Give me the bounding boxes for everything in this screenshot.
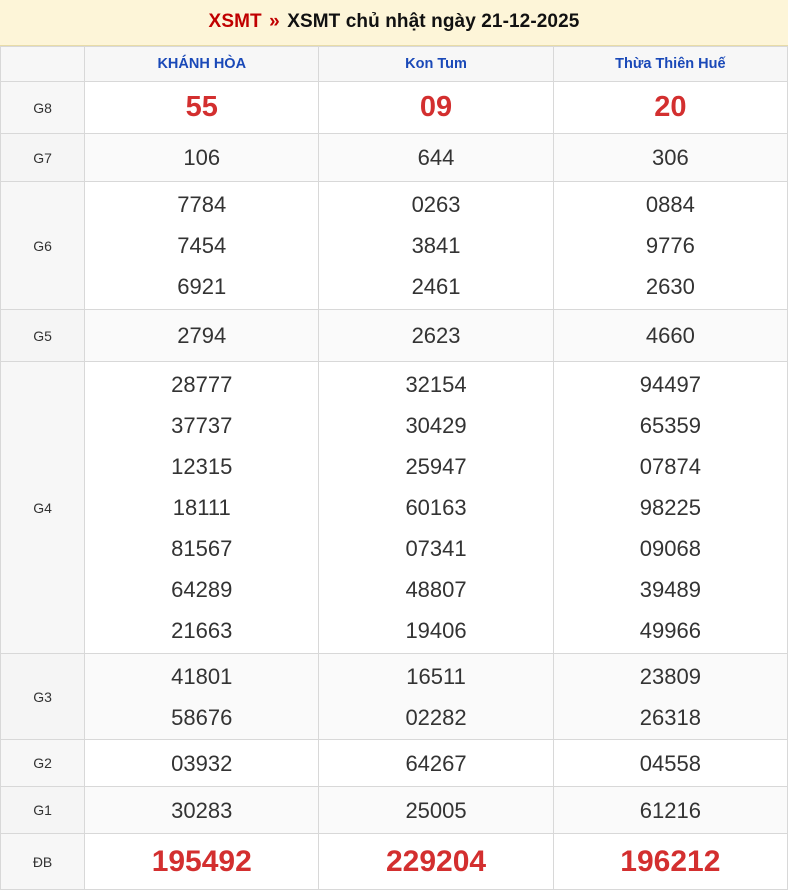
prize-number: 20 xyxy=(654,91,687,123)
table-row xyxy=(1,134,788,182)
prize-number: 98225 xyxy=(639,495,701,520)
prize-number: 09068 xyxy=(639,536,701,561)
prize-number: 30283 xyxy=(171,797,233,823)
prize-cell xyxy=(553,740,787,787)
prize-number: 64289 xyxy=(171,577,233,602)
prize-cell xyxy=(319,182,553,310)
prize-number: 48807 xyxy=(405,577,467,602)
prize-number: 61216 xyxy=(639,797,701,823)
prize-number: 195492 xyxy=(151,845,252,878)
prize-number: 229204 xyxy=(385,845,487,878)
prize-number: 26318 xyxy=(639,704,701,730)
prize-number: 7454 xyxy=(177,233,227,258)
table-row xyxy=(1,362,788,654)
table-row xyxy=(1,82,788,134)
table-row xyxy=(1,740,788,787)
prize-cell xyxy=(553,362,787,654)
column-header-province-3[interactable]: Thừa Thiên Huế xyxy=(553,47,787,82)
prize-number: 41801 xyxy=(171,663,233,689)
prize-number: 32154 xyxy=(405,372,467,397)
results-table xyxy=(0,46,788,890)
prize-number: 16511 xyxy=(406,663,466,689)
prize-number: 12315 xyxy=(171,454,233,479)
prize-label: G1 xyxy=(1,787,85,834)
prize-cell xyxy=(85,787,319,834)
prize-label: G7 xyxy=(1,134,85,182)
prize-label: G6 xyxy=(1,182,85,310)
prize-cell xyxy=(319,362,553,654)
corner-cell xyxy=(1,47,85,82)
prize-number: 55 xyxy=(185,91,218,123)
prize-cell xyxy=(319,787,553,834)
prize-number: 07341 xyxy=(405,536,467,561)
prize-cell xyxy=(85,834,319,890)
header-separator: » xyxy=(269,11,280,32)
prize-number: 21663 xyxy=(171,618,233,643)
prize-number: 07874 xyxy=(639,454,701,479)
prize-cell xyxy=(85,134,319,182)
prize-number: 02282 xyxy=(405,704,467,730)
prize-cell xyxy=(319,82,553,134)
prize-number: 94497 xyxy=(639,372,701,397)
prize-number: 03932 xyxy=(171,750,233,776)
prize-number: 58676 xyxy=(171,704,233,730)
prize-cell xyxy=(85,740,319,787)
prize-number: 2794 xyxy=(177,323,227,348)
prize-label: G3 xyxy=(1,654,85,740)
prize-number: 9776 xyxy=(645,233,695,258)
prize-cell xyxy=(85,654,319,740)
prize-number: 25947 xyxy=(405,454,467,479)
prize-number: 04558 xyxy=(639,750,701,776)
prize-cell xyxy=(553,834,787,890)
table-row xyxy=(1,787,788,834)
prize-number: 25005 xyxy=(405,797,467,823)
prize-label: G4 xyxy=(1,362,85,654)
prize-number: 37737 xyxy=(171,413,233,438)
prize-cell xyxy=(319,834,553,890)
prize-cell xyxy=(85,82,319,134)
prize-number: 644 xyxy=(417,145,455,170)
prize-cell xyxy=(553,654,787,740)
prize-cell xyxy=(319,310,553,362)
table-row xyxy=(1,654,788,740)
prize-number: 196212 xyxy=(620,845,721,878)
prize-number: 306 xyxy=(651,145,689,170)
prize-cell xyxy=(319,740,553,787)
prize-number: 0884 xyxy=(645,192,695,217)
prize-label: G5 xyxy=(1,310,85,362)
prize-cell xyxy=(85,362,319,654)
prize-number: 6921 xyxy=(177,274,227,299)
prize-number: 30429 xyxy=(405,413,467,438)
header-lead-text: XSMT xyxy=(208,11,262,32)
prize-number: 28777 xyxy=(171,372,233,397)
table-row xyxy=(1,834,788,890)
prize-label: G8 xyxy=(1,82,85,134)
header-date: ngày 21-12-2025 xyxy=(431,11,580,32)
prize-number: 23809 xyxy=(639,663,701,689)
prize-cell xyxy=(85,182,319,310)
table-row xyxy=(1,182,788,310)
table-row xyxy=(1,310,788,362)
prize-number: 3841 xyxy=(411,233,461,258)
prize-cell xyxy=(553,134,787,182)
prize-number: 18111 xyxy=(172,495,231,520)
prize-number: 81567 xyxy=(171,536,233,561)
prize-number: 106 xyxy=(183,145,221,170)
page-header xyxy=(0,0,788,46)
prize-cell xyxy=(319,134,553,182)
prize-number: 64267 xyxy=(405,750,467,776)
column-header-province-2[interactable]: Kon Tum xyxy=(319,47,553,82)
prize-number: 0263 xyxy=(411,192,461,217)
prize-cell xyxy=(85,310,319,362)
header-title: XSMT chủ nhật xyxy=(287,11,426,32)
prize-cell xyxy=(319,654,553,740)
prize-number: 60163 xyxy=(405,495,467,520)
column-header-province-1[interactable]: KHÁNH HÒA xyxy=(85,47,319,82)
prize-label: ĐB xyxy=(1,834,85,890)
prize-cell xyxy=(553,82,787,134)
prize-number: 7784 xyxy=(177,192,227,217)
prize-label: G2 xyxy=(1,740,85,787)
prize-number: 4660 xyxy=(645,323,695,348)
prize-number: 49966 xyxy=(639,618,701,643)
prize-cell xyxy=(553,787,787,834)
prize-number: 39489 xyxy=(639,577,701,602)
prize-number: 09 xyxy=(419,91,453,123)
prize-cell xyxy=(553,310,787,362)
prize-number: 2623 xyxy=(411,323,461,348)
prize-number: 19406 xyxy=(405,618,467,643)
prize-cell xyxy=(553,182,787,310)
prize-number: 2630 xyxy=(645,274,695,299)
table-header-row xyxy=(1,47,788,82)
prize-number: 65359 xyxy=(639,413,701,438)
prize-number: 2461 xyxy=(411,274,461,299)
